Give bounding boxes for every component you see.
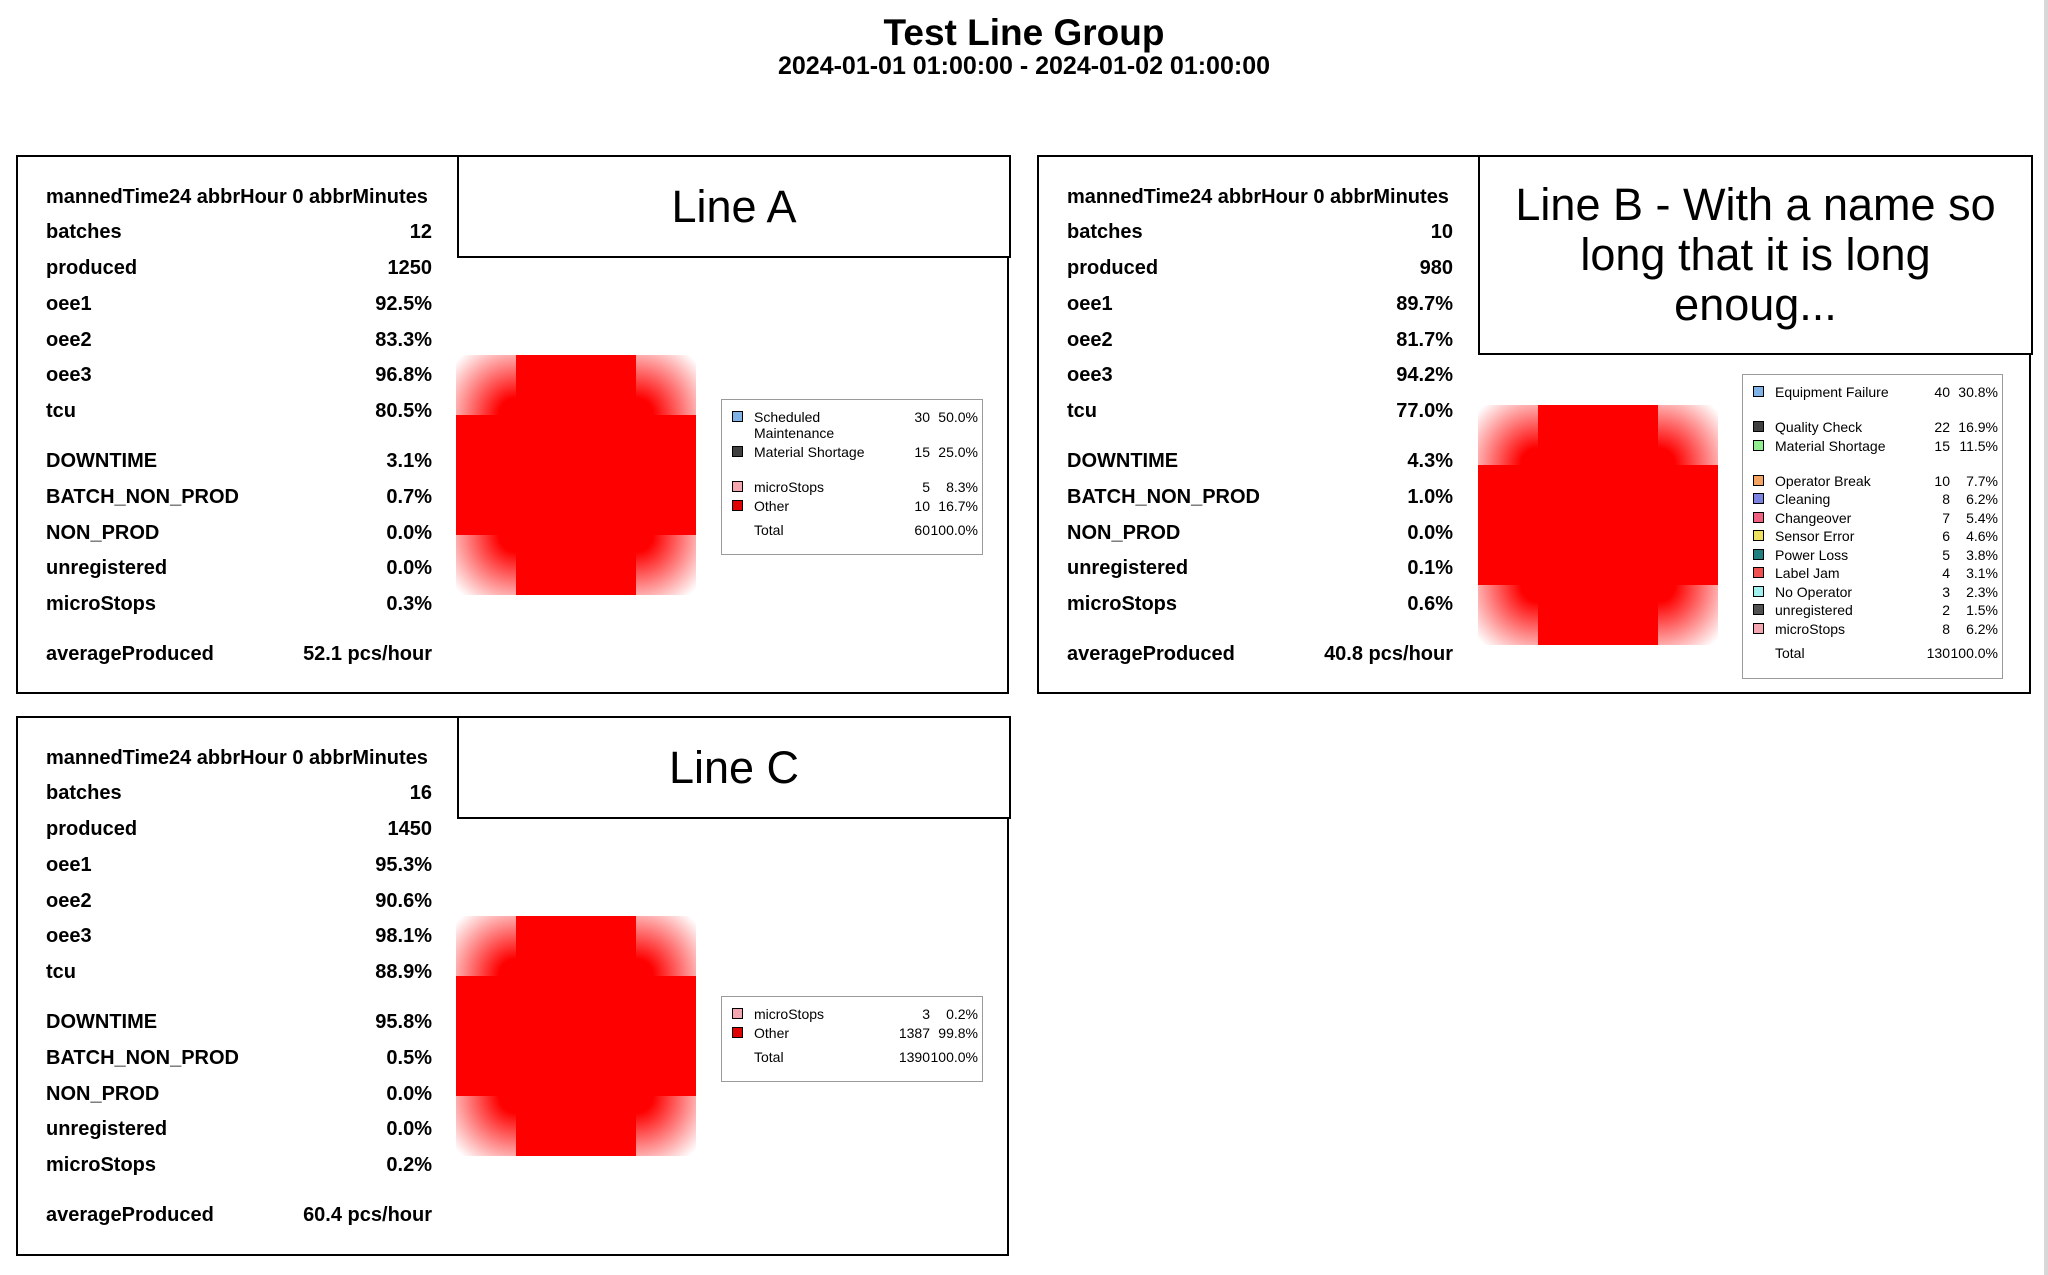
average-produced-value: 40.8 pcs/hour — [1324, 643, 1453, 665]
oee2-value: 83.3% — [375, 329, 432, 351]
downtime-value: 3.1% — [386, 450, 432, 472]
report-title: Test Line Group — [883, 12, 1165, 53]
downtime-value: 4.3% — [1407, 450, 1453, 472]
tcu-label: tcu — [46, 400, 76, 422]
legend-swatch — [1753, 623, 1764, 634]
legend-item: No Operator 3 2.3% — [1753, 584, 1998, 603]
line-name-box — [457, 716, 1011, 819]
average-produced-label: averageProduced — [46, 643, 214, 665]
legend-total: Total 130 100.0% — [1775, 645, 1998, 661]
legend-swatch — [1753, 475, 1764, 486]
oee3-label: oee3 — [1067, 364, 1113, 386]
legend-item: Operator Break 10 7.7% — [1753, 473, 1998, 492]
batches-label: batches — [46, 782, 122, 804]
downtime-label: DOWNTIME — [46, 450, 158, 472]
microstops-value: 0.3% — [386, 593, 432, 615]
tcu-value: 80.5% — [375, 400, 432, 422]
legend-item: Label Jam 4 3.1% — [1753, 565, 1998, 584]
unregistered-value: 0.1% — [1407, 557, 1453, 579]
unregistered-label: unregistered — [46, 557, 168, 579]
legend-swatch — [1753, 567, 1764, 578]
legend-item: unregistered 2 1.5% — [1753, 602, 1998, 621]
manned-time-label: mannedTime24 abbrHour 0 abbrMinutes — [46, 186, 428, 208]
line-name: Line A — [671, 180, 797, 232]
tcu-value: 88.9% — [375, 961, 432, 983]
produced-label: produced — [46, 257, 138, 279]
non-prod-value: 0.0% — [1407, 522, 1453, 544]
tcu-value: 77.0% — [1396, 400, 1453, 422]
produced-label: produced — [46, 818, 138, 840]
average-produced-label: averageProduced — [46, 1204, 214, 1226]
legend-swatch — [1753, 386, 1764, 397]
legend-item: Sensor Error 6 4.6% — [1753, 528, 1998, 547]
tcu-label: tcu — [1067, 400, 1097, 422]
downtime-value: 95.8% — [375, 1011, 432, 1033]
downtime-label: DOWNTIME — [46, 1011, 158, 1033]
legend-total: Total 60 100.0% — [754, 522, 978, 538]
oee2-value: 90.6% — [375, 890, 432, 912]
legend-item: microStops 5 8.3% — [732, 479, 978, 498]
oee3-label: oee3 — [46, 925, 92, 947]
legend-swatch — [732, 1027, 743, 1038]
legend-item: microStops 3 0.2% — [732, 1006, 978, 1025]
batch-non-prod-label: BATCH_NON_PROD — [1067, 486, 1260, 508]
legend-swatch — [732, 1008, 743, 1019]
line-name: Line B - With a name so long that it is long enoug... — [1515, 179, 1996, 330]
oee1-value: 89.7% — [1396, 293, 1453, 315]
microstops-value: 0.2% — [386, 1154, 432, 1176]
batches-value: 16 — [409, 782, 432, 804]
legend-swatch — [1753, 549, 1764, 560]
oee2-label: oee2 — [46, 890, 92, 912]
batches-label: batches — [1067, 221, 1143, 243]
line-name-box — [1478, 155, 2033, 355]
legend-item: Quality Check 22 16.9% — [1753, 419, 1998, 438]
vertical-scrollbar[interactable] — [2044, 0, 2048, 1275]
oee3-label: oee3 — [46, 364, 92, 386]
unregistered-label: unregistered — [46, 1118, 168, 1140]
batch-non-prod-value: 1.0% — [1407, 486, 1453, 508]
pie-legend — [721, 996, 983, 1082]
tcu-label: tcu — [46, 961, 76, 983]
microstops-label: microStops — [1067, 593, 1178, 615]
legend-item: Changeover 7 5.4% — [1753, 510, 1998, 529]
line-name: Line C — [668, 741, 800, 793]
microstops-label: microStops — [46, 593, 157, 615]
legend-swatch — [1753, 604, 1764, 615]
oee1-label: oee1 — [46, 854, 92, 876]
oee1-label: oee1 — [1067, 293, 1113, 315]
average-produced-value: 60.4 pcs/hour — [303, 1204, 432, 1226]
legend-swatch — [732, 481, 743, 492]
microstops-label: microStops — [46, 1154, 157, 1176]
legend-item: Equipment Failure 40 30.8% — [1753, 384, 1998, 419]
downtime-label: DOWNTIME — [1067, 450, 1179, 472]
oee3-value: 96.8% — [375, 364, 432, 386]
produced-value: 1250 — [387, 257, 432, 279]
non-prod-value: 0.0% — [386, 1083, 432, 1105]
legend-item: Cleaning 8 6.2% — [1753, 491, 1998, 510]
oee1-value: 92.5% — [375, 293, 432, 315]
batches-label: batches — [46, 221, 122, 243]
downtime-pie-chart — [1478, 405, 1718, 645]
legend-swatch — [1753, 512, 1764, 523]
manned-time-label: mannedTime24 abbrHour 0 abbrMinutes — [1067, 186, 1449, 208]
legend-swatch — [1753, 493, 1764, 504]
produced-label: produced — [1067, 257, 1159, 279]
produced-value: 980 — [1419, 257, 1453, 279]
downtime-pie-chart — [456, 916, 696, 1156]
pie-legend — [1742, 374, 2003, 679]
pie-legend — [721, 399, 983, 555]
report-period: 2024-01-01 01:00:00 - 2024-01-02 01:00:00 — [777, 52, 1271, 80]
line-name-box — [457, 155, 1011, 258]
legend-swatch — [1753, 421, 1764, 432]
legend-item: Other 10 16.7% — [732, 498, 978, 517]
batch-non-prod-value: 0.5% — [386, 1047, 432, 1069]
legend-swatch — [732, 500, 743, 511]
average-produced-value: 52.1 pcs/hour — [303, 643, 432, 665]
legend-item: microStops 8 6.2% — [1753, 621, 1998, 640]
legend-swatch — [732, 411, 743, 422]
legend-total: Total 1390 100.0% — [754, 1049, 978, 1065]
non-prod-label: NON_PROD — [46, 1083, 160, 1105]
batches-value: 12 — [409, 221, 432, 243]
legend-swatch — [1753, 440, 1764, 451]
legend-swatch — [1753, 586, 1764, 597]
batch-non-prod-label: BATCH_NON_PROD — [46, 486, 239, 508]
non-prod-label: NON_PROD — [1067, 522, 1181, 544]
legend-swatch — [1753, 530, 1764, 541]
produced-value: 1450 — [387, 818, 432, 840]
non-prod-label: NON_PROD — [46, 522, 160, 544]
batch-non-prod-value: 0.7% — [386, 486, 432, 508]
legend-item: Power Loss 5 3.8% — [1753, 547, 1998, 566]
oee3-value: 98.1% — [375, 925, 432, 947]
legend-item: Material Shortage 15 25.0% — [732, 444, 978, 479]
oee1-label: oee1 — [46, 293, 92, 315]
line-panel-c — [16, 716, 1009, 1256]
batches-value: 10 — [1430, 221, 1453, 243]
batch-non-prod-label: BATCH_NON_PROD — [46, 1047, 239, 1069]
microstops-value: 0.6% — [1407, 593, 1453, 615]
legend-item: Material Shortage 15 11.5% — [1753, 438, 1998, 473]
oee2-label: oee2 — [46, 329, 92, 351]
unregistered-value: 0.0% — [386, 557, 432, 579]
legend-swatch — [732, 446, 743, 457]
manned-time-label: mannedTime24 abbrHour 0 abbrMinutes — [46, 747, 428, 769]
non-prod-value: 0.0% — [386, 522, 432, 544]
line-panel-b — [1037, 155, 2031, 694]
average-produced-label: averageProduced — [1067, 643, 1235, 665]
downtime-pie-chart — [456, 355, 696, 595]
unregistered-label: unregistered — [1067, 557, 1189, 579]
legend-item: Other 1387 99.8% — [732, 1025, 978, 1044]
oee3-value: 94.2% — [1396, 364, 1453, 386]
line-panel-a — [16, 155, 1009, 694]
legend-item: Scheduled Maintenance 30 50.0% — [732, 409, 978, 444]
unregistered-value: 0.0% — [386, 1118, 432, 1140]
oee1-value: 95.3% — [375, 854, 432, 876]
oee2-value: 81.7% — [1396, 329, 1453, 351]
oee2-label: oee2 — [1067, 329, 1113, 351]
